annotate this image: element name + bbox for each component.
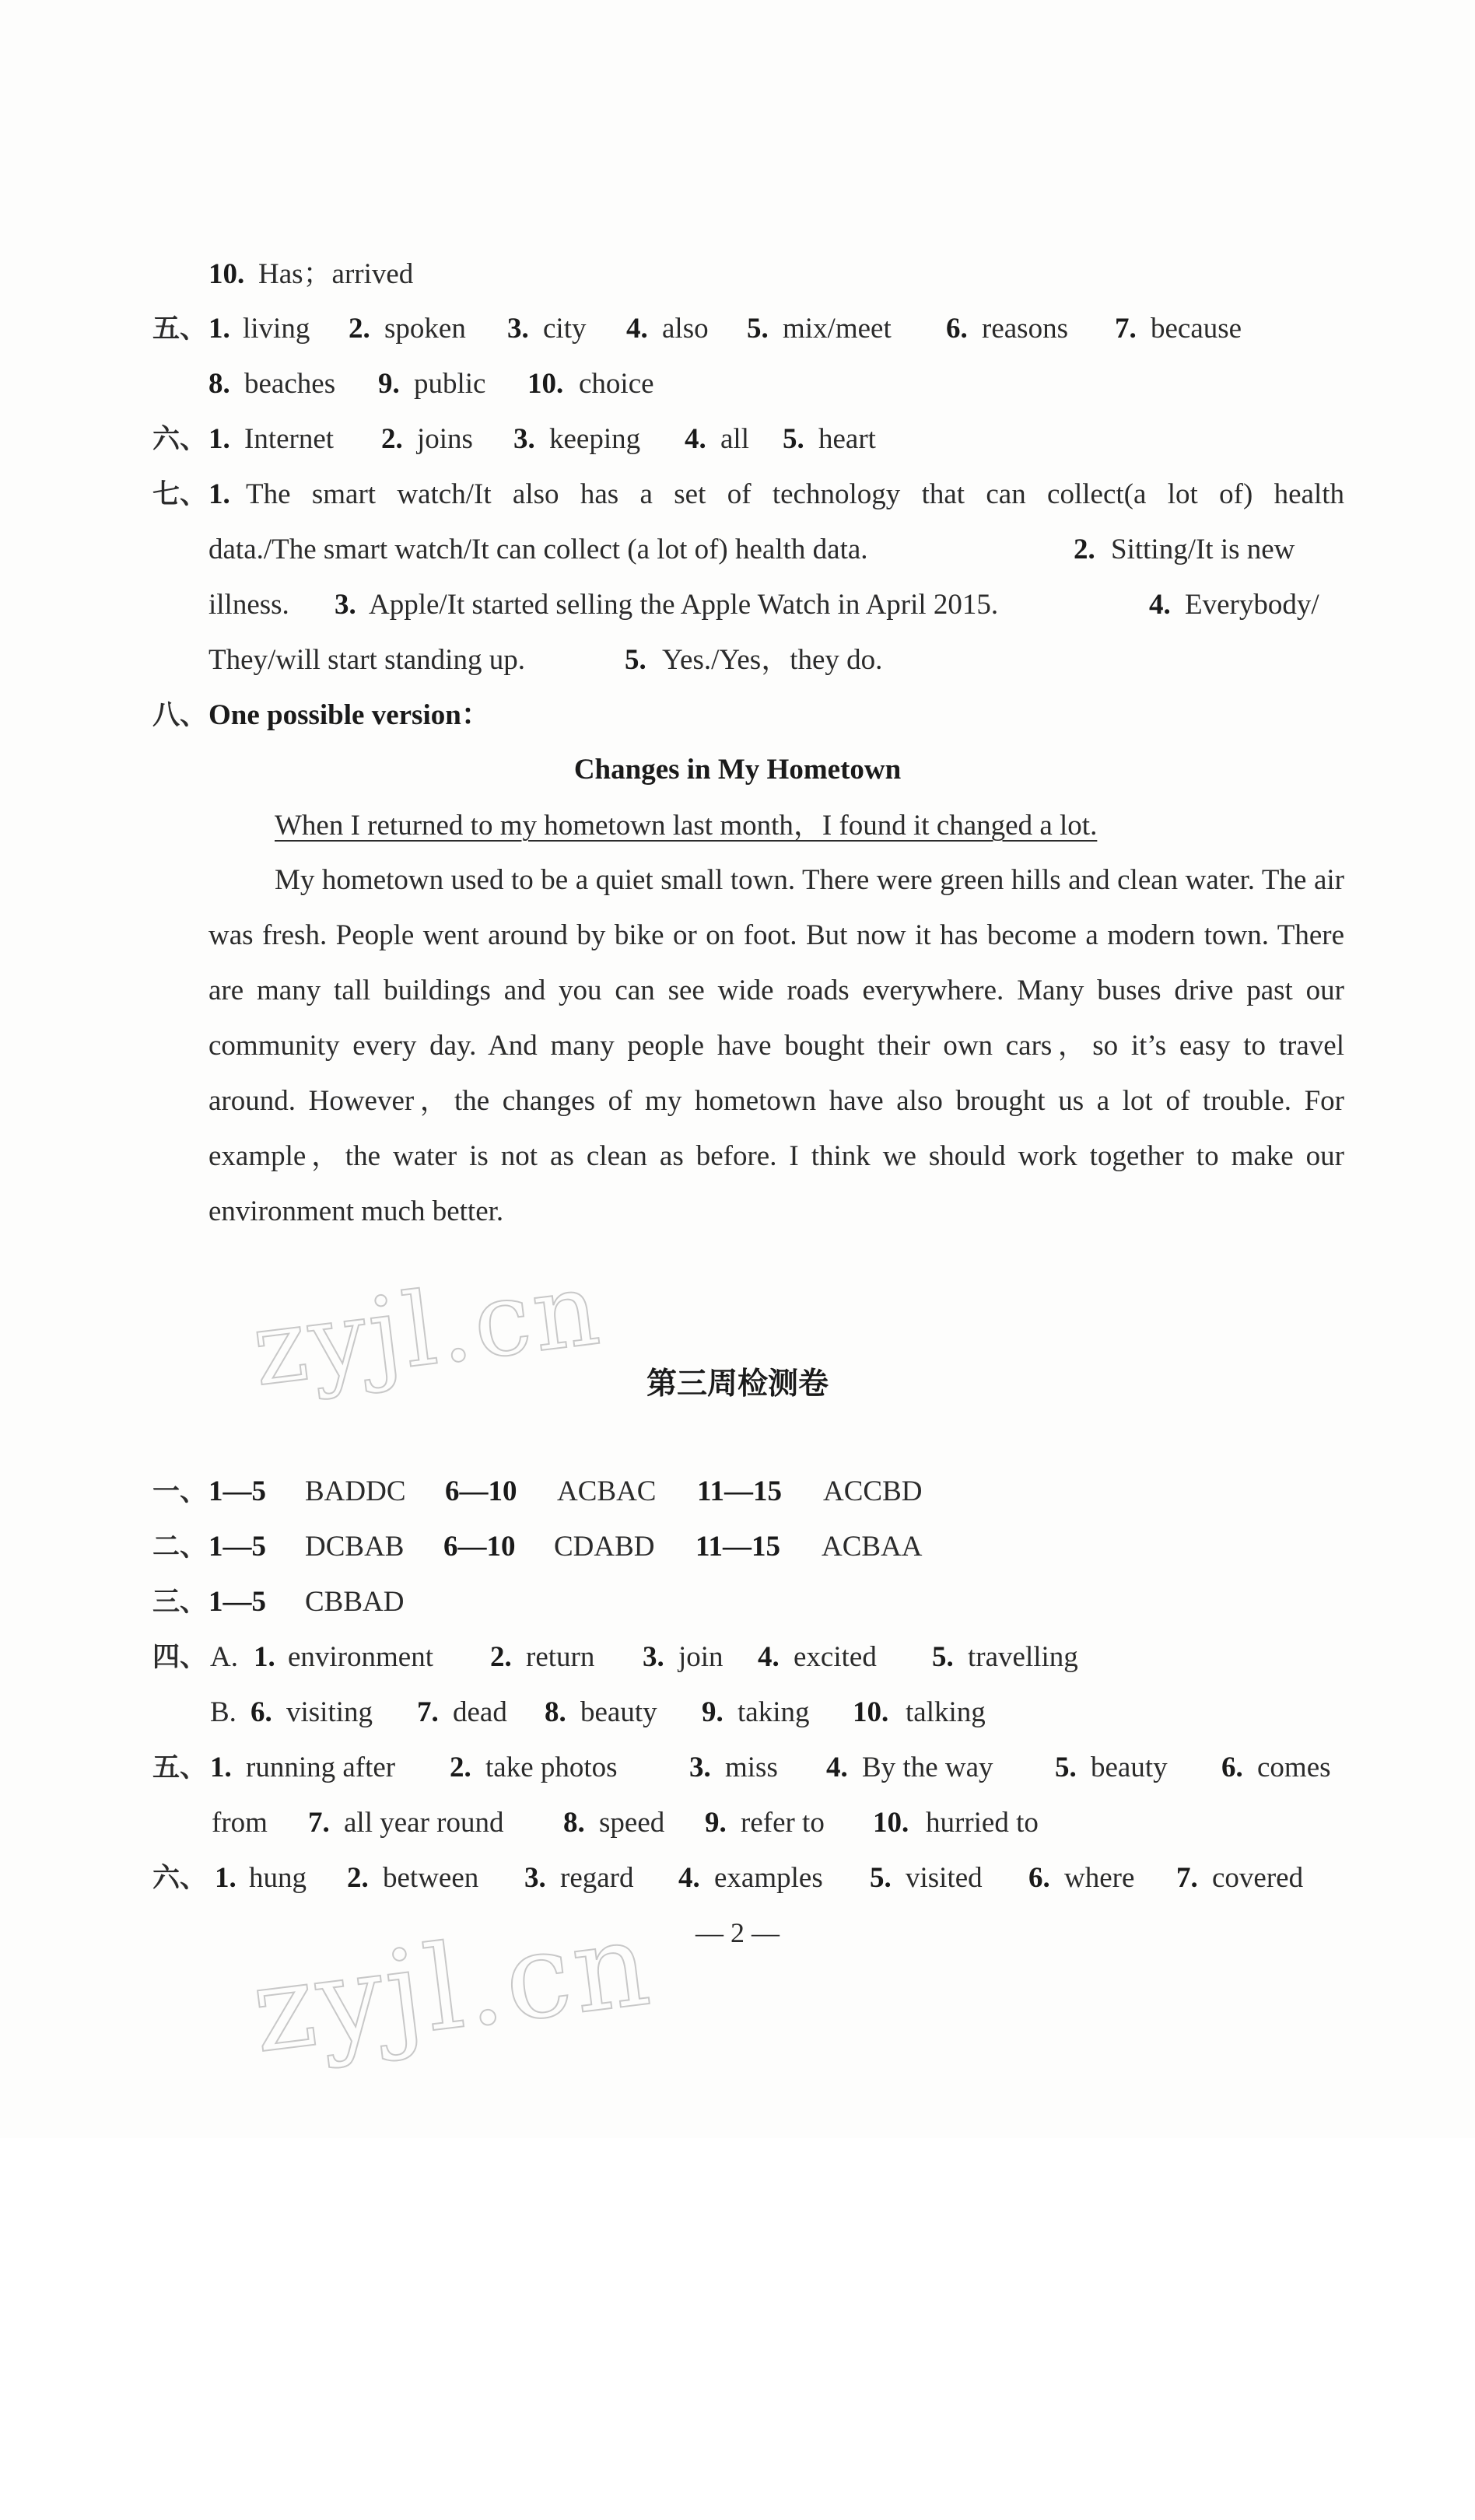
week3-q4-line-1: 四、 A. 1. environment 2. return 3. join 4. excited 5. travelling — [152, 1641, 1078, 1673]
section-7-line-4: They/will start standing up. 5. Yes./Yes，they do. — [208, 644, 883, 676]
section-7-line-3: illness. 3. Apple/It started selling the Apple Watch in April 2015. 4. Everybody/ — [208, 589, 1319, 621]
section-8-intro: 八、 One possible version： — [152, 699, 490, 731]
week3-q6: 六、 1. hung 2. between 3. regard 4. examples 5. visited 6. where 7. covered — [152, 1862, 1304, 1894]
week3-title: 第三周检测卷 — [646, 1367, 829, 1402]
week3-q5-line-1: 五、 1. running after 2. take photos 3. miss 4. By the way 5. beauty 6. comes — [152, 1752, 1331, 1783]
section-5-line-1: 五、 1. living 2. spoken 3. city 4. also 5. mix/meet 6. reasons 7. because — [152, 313, 1242, 345]
watermark-logo: zyjl.cn — [246, 1248, 608, 1409]
section-5-line-2: 8. beaches 9. public 10. choice — [208, 368, 654, 400]
page-number: — 2 — — [695, 1917, 780, 1948]
week3-q4-line-2: B. 6. visiting 7. dead 8. beauty 9. taking 10. talking — [210, 1696, 986, 1728]
essay-first-line: When I returned to my hometown last month，I found it changed a lot. — [275, 810, 1098, 842]
section-7-line-2: data./The smart watch/It can collect (a lot of) health data. 2. Sitting/It is new — [208, 534, 1295, 565]
continuation-line: 10. Has；arrived — [208, 258, 414, 290]
week3-q2: 二、 1—5 DCBAB 6—10 CDABD 11—15 ACBAA — [152, 1531, 923, 1563]
section-7-line-1: 七、 1. The smart watch/It also has a set of technology that can collect(a lot of) health — [152, 478, 1344, 510]
week3-q1: 一、 1—5 BADDC 6—10 ACBAC 11—15 ACCBD — [152, 1475, 923, 1507]
week3-q3: 三、 1—5 CBBAD — [152, 1586, 405, 1618]
essay-title: Changes in My Hometown — [573, 754, 902, 786]
essay-body: My hometown used to be a quiet small town. There were green hills and clean water. The air was fresh. People went around by bike or on foot. But now it has become a modern town. There are many tall buildings and you can see wide roads everywhere. Many buses drive past our community every day. And many people have bought their own cars，so it’s easy to travel around. However，the changes of my hometown have also brought us a lot of trouble. For example，the water is not as clean as before. I think we should work together to make our environment much better. — [208, 864, 1344, 1227]
section-6-line: 六、 1. Internet 2. joins 3. keeping 4. all 5. heart — [152, 423, 876, 455]
watermark-logo: zyjl.cn — [245, 1895, 660, 2080]
week3-q5-line-2: from 7. all year round 8. speed 9. refer to 10. hurried to — [212, 1807, 1039, 1839]
